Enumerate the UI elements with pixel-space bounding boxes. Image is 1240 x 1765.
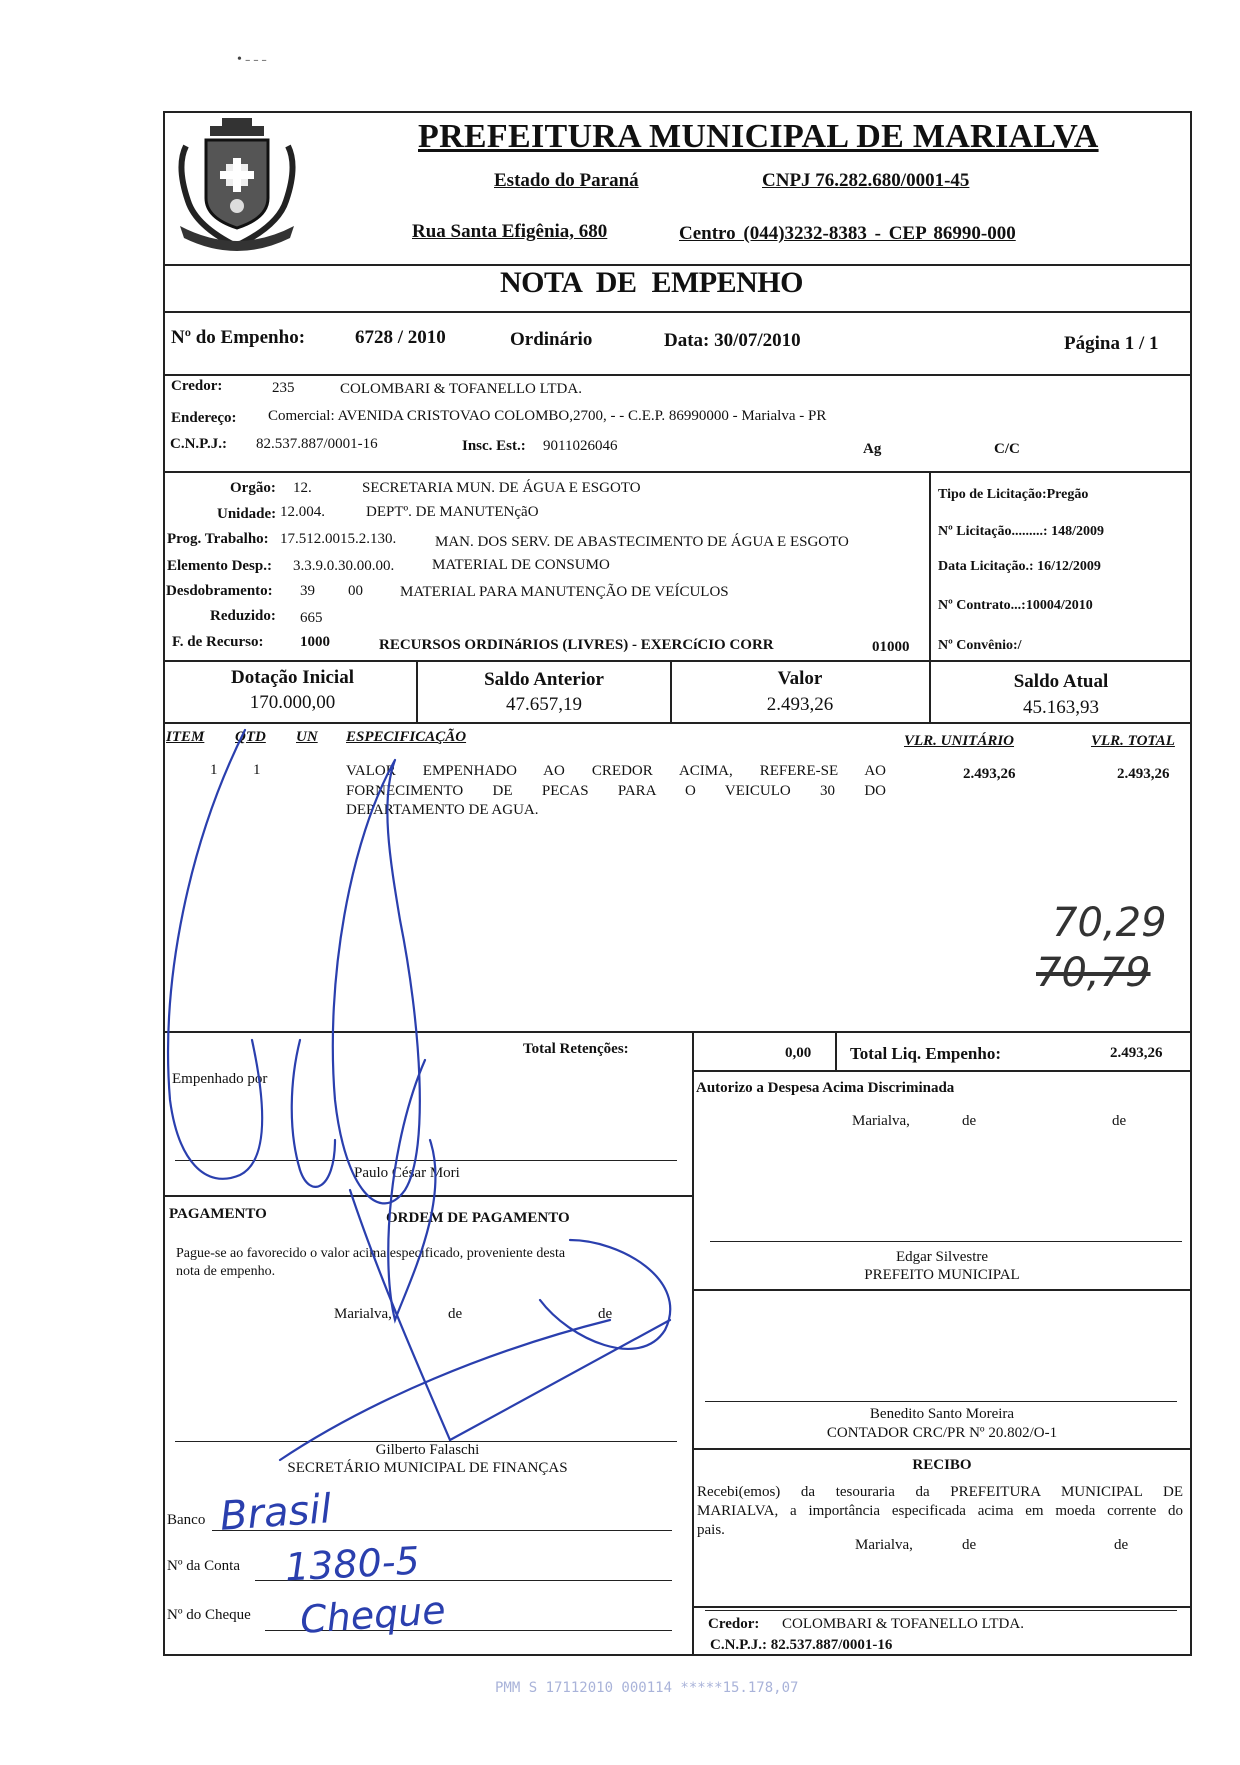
- insc-value: 9011026046: [543, 438, 618, 454]
- de-2: de: [1112, 1113, 1127, 1129]
- divider: [835, 1031, 837, 1070]
- edgar-signature-name: Edgar Silvestre: [895, 1249, 989, 1265]
- header-especificacao: ESPECIFICAÇÃO: [346, 729, 467, 745]
- divider: [929, 471, 931, 660]
- handwritten-note-2: 70,79: [1036, 950, 1151, 996]
- pague-line-2: nota de empenho.: [176, 1264, 276, 1279]
- recibo-line-3: pais.: [697, 1522, 725, 1538]
- banco-label: Banco: [167, 1512, 206, 1528]
- benedito-signature-name: Benedito Santo Moreira: [869, 1406, 1015, 1422]
- secretario-title: SECRETÁRIO MUNICIPAL DE FINANÇAS: [287, 1460, 568, 1476]
- signature-line: [705, 1401, 1177, 1402]
- cnpj-label: CNPJ 76.282.680/0001-45: [762, 170, 970, 191]
- contrato-numero: Nº Contrato...:10004/2010: [938, 598, 1093, 613]
- reduzido-value: 665: [300, 610, 323, 626]
- item-number: 1: [210, 762, 218, 778]
- empenhado-por-label: Empenhado por: [172, 1071, 268, 1087]
- orgao-value: 12.: [293, 480, 312, 496]
- dotacao-value: 170.000,00: [249, 692, 336, 713]
- gilberto-signature-name: Gilberto Falaschi: [375, 1442, 480, 1458]
- licitacao-data: Data Licitação.: 16/12/2009: [938, 559, 1101, 574]
- empenho-number: 6728 / 2010: [355, 327, 446, 348]
- prefeito-title: PREFEITO MUNICIPAL: [864, 1267, 1020, 1283]
- divider: [163, 311, 1192, 313]
- page-title: PREFEITURA MUNICIPAL DE MARIALVA: [418, 118, 1099, 155]
- empenho-number-label: Nº do Empenho:: [171, 327, 306, 348]
- estado-label: Estado do Paraná: [494, 170, 639, 191]
- elemento-label: Elemento Desp.:: [167, 558, 272, 574]
- recurso-value: 1000: [300, 634, 330, 650]
- scan-mark: • ˗ ˗ ˗: [237, 52, 267, 67]
- orgao-label: Orgão:: [230, 480, 276, 496]
- conta-label: Nº da Conta: [167, 1558, 240, 1574]
- document-title: NOTA DE EMPENHO: [500, 266, 803, 299]
- recibo-credor-name: COLOMBARI & TOFANELLO LTDA.: [782, 1616, 1024, 1632]
- de-5: de: [962, 1537, 977, 1553]
- desdobramento-a: 39: [300, 583, 315, 599]
- insc-label: Insc. Est.:: [462, 438, 526, 454]
- recibo-credor-label: Credor:: [708, 1616, 760, 1632]
- header-vlr-total: VLR. TOTAL: [1091, 733, 1175, 749]
- desdobramento-label: Desdobramento:: [166, 583, 273, 599]
- recibo-credor-cnpj: C.N.P.J.: 82.537.887/0001-16: [710, 1637, 893, 1653]
- elemento-value: 3.3.9.0.30.00.00.: [293, 558, 395, 574]
- dotacao-label: Dotação Inicial: [231, 667, 354, 688]
- recibo-title: RECIBO: [912, 1457, 972, 1473]
- total-liq-value: 2.493,26: [1110, 1045, 1163, 1061]
- recurso-desc: RECURSOS ORDINáRIOS (LIVRES) - EXERCíCIO CORR: [379, 637, 774, 653]
- header-item: ITEM: [166, 729, 205, 745]
- credor-cnpj: 82.537.887/0001-16: [256, 436, 378, 452]
- signature-line: [705, 1610, 1177, 1611]
- autorizo-label: Autorizo a Despesa Acima Discriminada: [696, 1080, 955, 1096]
- saldo-anterior-value: 47.657,19: [506, 694, 582, 715]
- reduzido-label: Reduzido:: [210, 608, 276, 624]
- ag-label: Ag: [863, 441, 882, 457]
- recurso-code: 01000: [872, 639, 910, 655]
- item-spec-line-3: DEPARTAMENTO DE AGUA.: [346, 802, 539, 818]
- empenho-type: Ordinário: [510, 329, 593, 350]
- signature-line: [710, 1241, 1182, 1242]
- de-1: de: [962, 1113, 977, 1129]
- de-3: de: [448, 1306, 463, 1322]
- prog-value: 17.512.0015.2.130.: [280, 531, 397, 547]
- cheque-label: Nº do Cheque: [167, 1607, 251, 1623]
- banco-handwritten: Brasil: [218, 1486, 333, 1540]
- address-contact: Centro (044)3232-8383 - CEP 86990-000: [679, 223, 1016, 244]
- divider: [163, 374, 1192, 376]
- header-qtd: QTD: [235, 729, 266, 745]
- address-street: Rua Santa Efigênia, 680: [412, 221, 608, 242]
- desdobramento-b: 00: [348, 583, 363, 599]
- marialva-date-2: Marialva,: [334, 1306, 392, 1322]
- pague-line-1: Pague-se ao favorecido o valor acima especificado, proveniente desta: [176, 1246, 566, 1261]
- ordem-pagamento-label: ORDEM DE PAGAMENTO: [386, 1210, 570, 1226]
- item-total-price: 2.493,26: [1117, 766, 1170, 782]
- item-spec-line-2: FORNECIMENTO DE PECAS PARA O VEICULO 30 DO: [346, 783, 886, 799]
- divider: [163, 471, 1192, 473]
- saldo-atual-label: Saldo Atual: [1013, 671, 1109, 692]
- total-liq-label: Total Liq. Empenho:: [850, 1044, 1001, 1063]
- item-qtd: 1: [253, 762, 261, 778]
- paulo-signature-name: Paulo César Mori: [354, 1165, 460, 1181]
- valor-label: Valor: [777, 668, 823, 689]
- divider: [692, 1070, 1192, 1072]
- credor-code: 235: [272, 380, 295, 396]
- handwritten-note-1: 70,29: [1052, 900, 1167, 946]
- cheque-handwritten: Cheque: [298, 1587, 447, 1643]
- divider: [692, 1289, 1192, 1291]
- credor-name: COLOMBARI & TOFANELLO LTDA.: [340, 381, 582, 397]
- header-vlr-unitario: VLR. UNITÁRIO: [904, 733, 1015, 749]
- unidade-value: 12.004.: [280, 504, 325, 520]
- licitacao-tipo: Tipo de Licitação:Pregão: [938, 487, 1089, 502]
- licitacao-numero: Nº Licitação.........: 148/2009: [938, 524, 1104, 539]
- endereco-label: Endereço:: [171, 410, 237, 426]
- retencoes-value: 0,00: [785, 1045, 812, 1061]
- protocol-stamp: PMM S 17112010 000114 *****15.178,07: [495, 1680, 799, 1696]
- marialva-date-3: Marialva,: [855, 1537, 913, 1553]
- de-4: de: [598, 1306, 613, 1322]
- signature-scribble: [150, 720, 710, 1480]
- divider: [163, 660, 1192, 662]
- orgao-desc: SECRETARIA MUN. DE ÁGUA E ESGOTO: [362, 480, 641, 496]
- unidade-desc: DEPTº. DE MANUTENçãO: [366, 504, 539, 520]
- prog-desc: MAN. DOS SERV. DE ABASTECIMENTO DE ÁGUA E ESGOTO: [435, 534, 849, 550]
- item-unit-price: 2.493,26: [963, 766, 1016, 782]
- prog-label: Prog. Trabalho:: [167, 531, 269, 547]
- item-spec-line-1: VALOR EMPENHADO AO CREDOR ACIMA, REFERE-SE AO: [346, 763, 886, 779]
- coat-of-arms-emblem: [166, 106, 308, 256]
- empenho-date: Data: 30/07/2010: [664, 330, 801, 351]
- recibo-line-2: MARIALVA, a importância especificada acima em moeda corrente do: [697, 1503, 1183, 1519]
- elemento-desc: MATERIAL DE CONSUMO: [432, 557, 610, 573]
- cc-label: C/C: [994, 441, 1020, 457]
- saldo-anterior-label: Saldo Anterior: [484, 669, 604, 690]
- retencoes-label: Total Retenções:: [523, 1041, 629, 1057]
- contador-title: CONTADOR CRC/PR Nº 20.802/O-1: [826, 1425, 1058, 1441]
- conta-handwritten: 1380-5: [283, 1538, 421, 1590]
- divider: [692, 1606, 1192, 1608]
- cnpj-credor-label: C.N.P.J.:: [170, 436, 227, 452]
- recibo-line-1: Recebi(emos) da tesouraria da PREFEITURA MUNICIPAL DE: [697, 1484, 1183, 1500]
- de-6: de: [1114, 1537, 1129, 1553]
- header-un: UN: [296, 729, 318, 745]
- credor-address: Comercial: AVENIDA CRISTOVAO COLOMBO,2700, - - C.E.P. 86990000 - Marialva - PR: [268, 408, 827, 424]
- convenio-numero: Nº Convênio:/: [938, 638, 1022, 653]
- page-number: Página 1 / 1: [1064, 333, 1159, 354]
- divider: [692, 1448, 1192, 1450]
- pagamento-label: PAGAMENTO: [169, 1206, 267, 1222]
- credor-label: Credor:: [171, 378, 223, 394]
- marialva-date-1: Marialva,: [852, 1113, 910, 1129]
- valor-value: 2.493,26: [766, 694, 834, 715]
- saldo-atual-value: 45.163,93: [1023, 697, 1099, 718]
- recurso-label: F. de Recurso:: [172, 634, 264, 650]
- unidade-label: Unidade:: [217, 506, 277, 522]
- desdobramento-desc: MATERIAL PARA MANUTENÇÃO DE VEÍCULOS: [400, 584, 729, 600]
